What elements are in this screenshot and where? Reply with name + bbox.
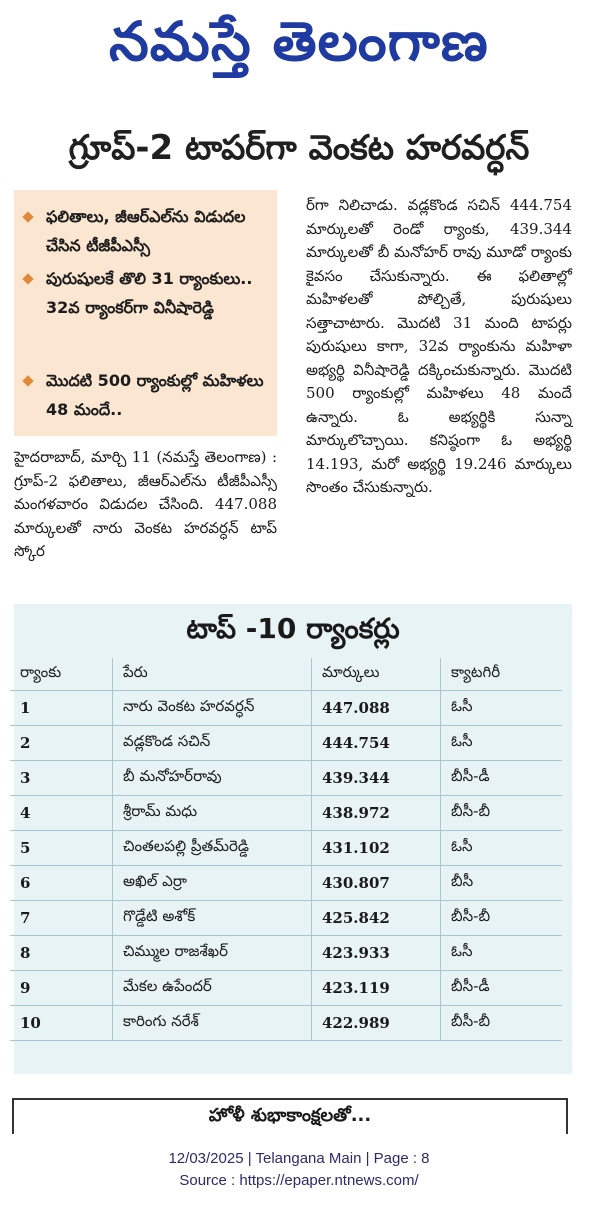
table-row [10, 691, 562, 726]
cell-name: నారు వెంకట హరవర్ధన్ [113, 691, 312, 726]
cell-name: కారింగు నరేశ్ [113, 1006, 312, 1041]
article-body-left: హైదరాబాద్, మార్చి 11 (నమస్తే తెలంగాణ) : గ్రూప్-2 ఫలితాలు, జీఆర్ఎల్‌ను టీజీపీఎస్సీ మంగళవారం విడుదల చేసింది. 447.088 మార్కులతో నారు వెంకట హరవర్ధన్ టాప్ స్కోర [14, 448, 277, 560]
cell-category: బీసీ-డీ [441, 761, 563, 796]
header-category: క్యాటగిరీ [441, 658, 563, 691]
cell-marks: 444.754 [312, 726, 441, 761]
header-marks: మార్కులు [312, 658, 441, 691]
cell-category: ఓసీ [441, 691, 563, 726]
table-row [10, 901, 562, 936]
table-row [10, 936, 562, 971]
table-row [10, 796, 562, 831]
cell-rank: 10 [10, 1006, 113, 1041]
cell-name: బీ మనోహర్‌రావు [113, 761, 312, 796]
cell-category: బీసీ-డీ [441, 971, 563, 1006]
highlight-item [24, 264, 269, 322]
cell-name: అఖిల్ ఎర్రా [113, 866, 312, 901]
cell-category: బీసీ-బీ [441, 1006, 563, 1041]
article-body-right: ర్‌గా నిలిచాడు. వడ్లకొండ సచిన్ 444.754 మార్కులతో రెండో ర్యాంకు, 439.344 మార్కులతో బీ మనోహర్ రావు మూడో ర్యాంకు కైవసం చేసుకున్నారు. ఈ ఫలితాల్లో మహిళలతో పోల్చితే, పురుషులు సత్తాచాటారు. మొదటి 31 మంది టాపర్లు పురుషులు కాగా, 32వ ర్యాంకును మహిళా అభ్యర్థి వినీషారెడ్డి దక్కించుకున్నారు. మొదటి 500 ర్యాంకుల్లో మహిళలు 48 మందే ఉన్నారు. ఓ అభ్యర్థికి సున్నా మార్కులొచ్చాయి. కనిష్ఠంగా ఓ అభ్యర్థి 14.193, మరో అభ్యర్థి 19.246 మార్కులు సొంతం చేసుకున్నారు. [306, 196, 572, 496]
highlight-text: ఫలితాలు, జీఆర్ఎల్‌ను విడుదల చేసిన టీజీపీఎస్సీ [46, 207, 246, 255]
cell-category: బీసీ [441, 866, 563, 901]
cell-rank: 6 [10, 866, 113, 901]
cell-marks: 423.119 [312, 971, 441, 1006]
table-row [10, 831, 562, 866]
cell-category: బీసీ-బీ [441, 901, 563, 936]
highlight-text: మొదటి 500 ర్యాంకుల్లో మహిళలు 48 మందే.. [46, 371, 264, 419]
cell-marks: 447.088 [312, 691, 441, 726]
cell-category: ఓసీ [441, 831, 563, 866]
table-row [10, 971, 562, 1006]
cell-name: వడ్లకొండ సచిన్ [113, 726, 312, 761]
cell-rank: 4 [10, 796, 113, 831]
table-row [10, 1006, 562, 1041]
cell-category: ఓసీ [441, 726, 563, 761]
cell-marks: 425.842 [312, 901, 441, 936]
rankers-table [10, 658, 562, 1041]
cell-category: ఓసీ [441, 936, 563, 971]
cell-rank: 9 [10, 971, 113, 1006]
festival-greeting-box: హోళీ శుభాకాంక్షలతో... [12, 1098, 568, 1134]
cell-name: చింతలపల్లి ప్రీతమ్‌రెడ్డి [113, 831, 312, 866]
highlight-item [24, 366, 269, 424]
table-row [10, 866, 562, 901]
cell-rank: 7 [10, 901, 113, 936]
highlight-item [24, 202, 269, 260]
cell-name: మేకల ఉపేందర్ [113, 971, 312, 1006]
article-headline: గ్రూప్-2 టాపర్‌గా వెంకట హరవర్ధన్ [68, 128, 530, 168]
cell-marks: 430.807 [312, 866, 441, 901]
cell-rank: 1 [10, 691, 113, 726]
table-header-row [10, 658, 562, 691]
cell-marks: 423.933 [312, 936, 441, 971]
cell-rank: 2 [10, 726, 113, 761]
highlight-text: పురుషులకే తొలి 31 ర్యాంకులు.. 32వ ర్యాంకర్‌గా వినీషారెడ్డి [46, 269, 253, 317]
header-rank: ర్యాంకు [10, 658, 113, 691]
highlights-box [14, 190, 277, 436]
cell-name: శ్రీరామ్ మధు [113, 796, 312, 831]
cell-name: గొడ్డేటి అశోక్ [113, 901, 312, 936]
masthead-title: నమస్తే తెలంగాణ [109, 9, 489, 73]
cell-marks: 431.102 [312, 831, 441, 866]
cell-rank: 3 [10, 761, 113, 796]
cell-name: చిమ్ముల రాజశేఖర్ [113, 936, 312, 971]
table-row [10, 726, 562, 761]
cell-marks: 422.989 [312, 1006, 441, 1041]
table-row [10, 761, 562, 796]
footer-source-line: Source : https://epaper.ntnews.com/ [179, 1172, 419, 1189]
newspaper-masthead [0, 0, 598, 96]
cell-category: బీసీ-బీ [441, 796, 563, 831]
footer-date-line: 12/03/2025 | Telangana Main | Page : 8 [168, 1150, 430, 1167]
cell-rank: 8 [10, 936, 113, 971]
header-name: పేరు [113, 658, 312, 691]
table-title: టాప్ -10 ర్యాంకర్లు [186, 612, 400, 645]
cell-marks: 438.972 [312, 796, 441, 831]
cell-marks: 439.344 [312, 761, 441, 796]
cell-rank: 5 [10, 831, 113, 866]
